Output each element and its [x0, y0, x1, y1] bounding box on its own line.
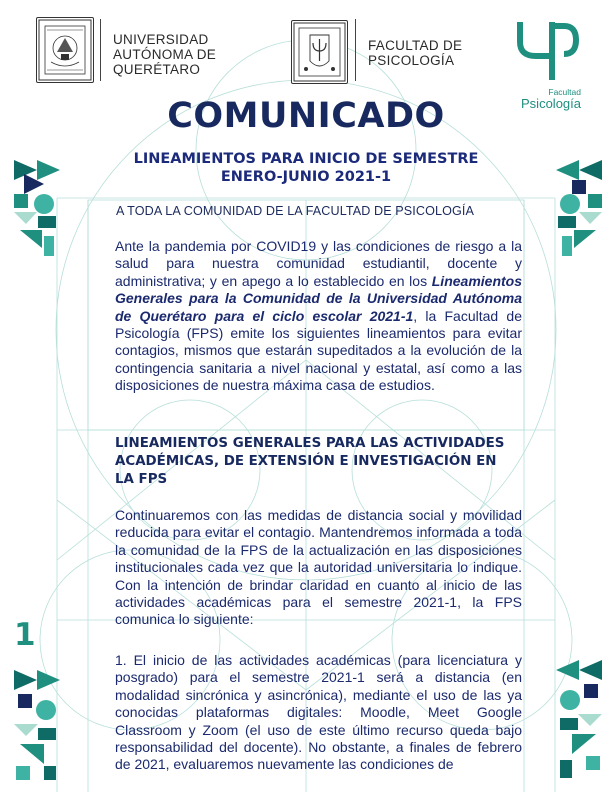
uaq-seal-logo: [36, 17, 94, 83]
intro-text-rest: , la Facultad de Psicología (FPS) emite los siguientes lineamientos para evitar contagios, mismos que estarán supeditados a la evolución de la contingencia sanitaria a nivel nacional y estatal, así como a las disposiciones de nuestra máxima casa de estudios.: [115, 307, 522, 394]
header-divider: [355, 19, 356, 81]
subtitle-line: LINEAMIENTOS PARA INICIO DE SEMESTRE: [133, 151, 479, 167]
faculty-name-line: FACULTAD DE: [368, 38, 463, 53]
university-name-line: QUERÉTARO: [113, 62, 201, 77]
university-name: [113, 32, 216, 77]
section-heading: [115, 435, 525, 489]
document-subtitle: [0, 150, 612, 186]
decorative-pattern-right-top: [556, 160, 602, 258]
decorative-pattern-left-top: [14, 160, 60, 258]
intro-text: Ante la pandemia por COVID19 y las condiciones de riesgo a la salud para nuestra comunidad estudiantil, docente y administrativa; y en apego a lo establecido en los: [115, 238, 522, 289]
psi-caption-small: Facultad: [548, 87, 581, 97]
decorative-pattern-right-bottom: [556, 660, 602, 782]
section-heading-line: LA FPS: [115, 472, 168, 487]
section-heading-line: LINEAMIENTOS GENERALES PARA LAS ACTIVIDADES: [115, 436, 505, 451]
psi-caption-big: Psicología: [521, 96, 581, 111]
faculty-seal-logo: [291, 20, 348, 84]
header-divider: [100, 19, 101, 81]
faculty-name: [368, 38, 462, 68]
numbered-item-1: 1. El inicio de las actividades académicas (para licenciatura y posgrado) para el semestre 2021-1 será a distancia (en modalidad sincrónica y asincrónica), mediante el uso de las ya conocidas plataformas digitales: Moodle, Meet Google Classroom y Zoom (el uso de este último recurso queda bajo responsabilidad del docente). No obstante, a finales de febrero de 2021, evaluaremos nuevamente las condiciones de: [115, 652, 522, 773]
faculty-name-line: PSICOLOGÍA: [368, 53, 455, 68]
guidelines-reference: Lineamientos Generales para la Comunidad de la Universidad Autónoma de Querétaro para el ciclo escolar 2021-1: [115, 272, 522, 324]
decorative-pattern-left-bottom: [14, 670, 60, 782]
university-name-line: UNIVERSIDAD: [113, 32, 209, 47]
addressee-line: A TODA LA COMUNIDAD DE LA FACULTAD DE PSICOLOGÍA: [116, 204, 474, 218]
university-name-line: AUTÓNOMA DE: [113, 47, 217, 62]
page-number: 1: [14, 617, 36, 653]
general-measures-paragraph: Continuaremos con las medidas de distancia social y movilidad reducida para evitar el contagio. Mantendremos informada a toda la comunidad de la FPS de la actualización en las disposiciones institucionales cada vez que la autoridad universitaria lo indique. Con la intención de brindar claridad en cuanto al inicio de las actividades académicas para el semestre 2021-1, la FPS comunica lo siguiente:: [115, 507, 522, 628]
psi-logo-icon: [510, 16, 580, 86]
intro-paragraph: [115, 238, 522, 395]
document-title: COMUNICADO: [167, 96, 445, 136]
section-heading-line: ACADÉMICAS, DE EXTENSIÓN E INVESTIGACIÓN EN: [115, 454, 497, 469]
subtitle-line: ENERO-JUNIO 2021-1: [220, 169, 392, 185]
